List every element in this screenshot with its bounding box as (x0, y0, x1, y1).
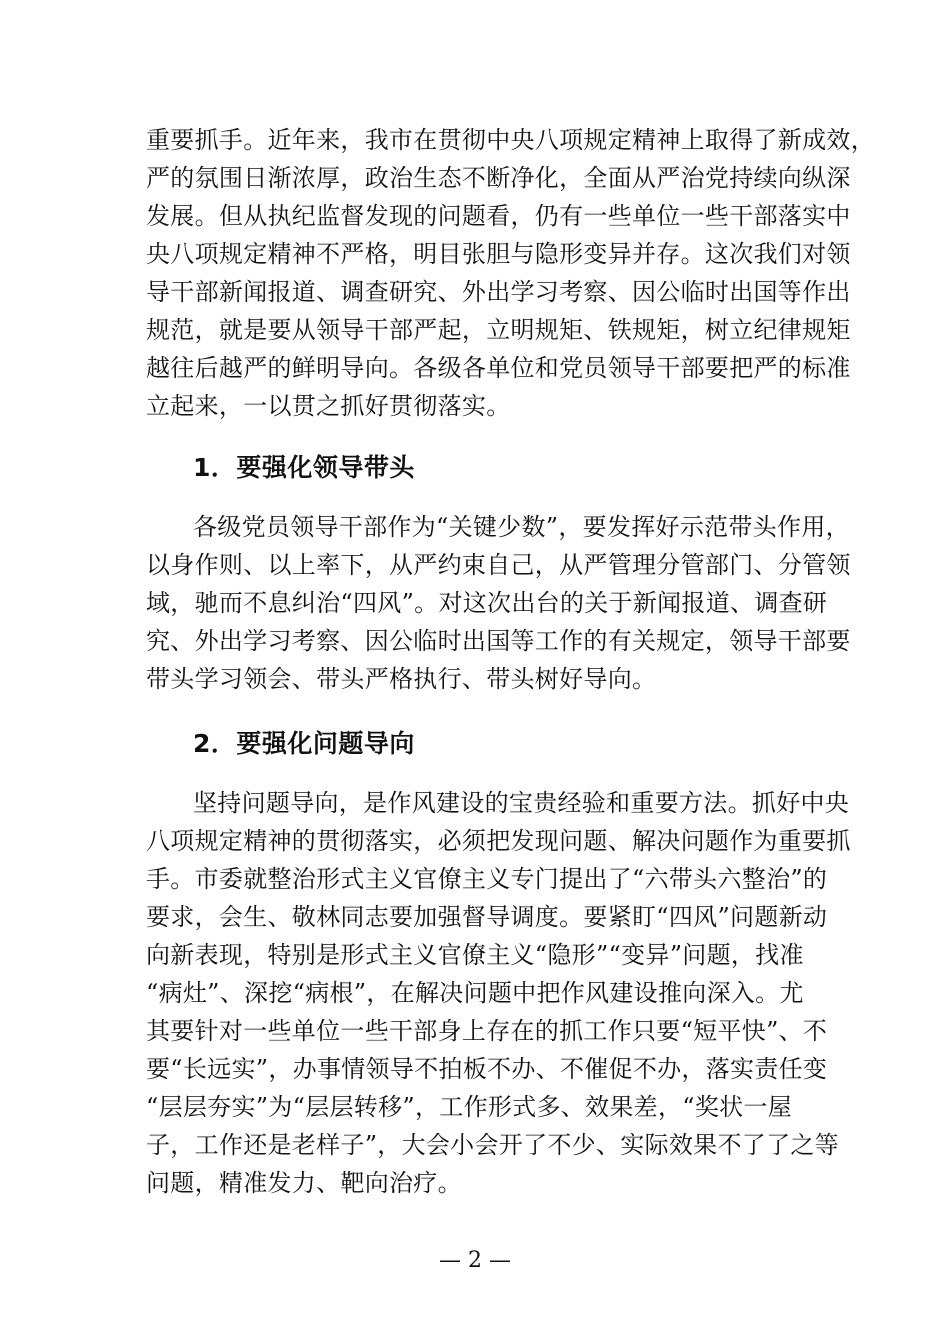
text-line: 严的氛围日渐浓厚，政治生态不断净化，全面从严治党持续向纵深 (146, 164, 851, 192)
text-line: “病灶”、深挖“病根”，在解决问题中把作风建设推向深入。尤 (146, 979, 804, 1007)
page-number: — 2 — (439, 1248, 511, 1273)
text-line: 发展。但从执纪监督发现的问题看，仍有一些单位一些干部落实中 (146, 202, 851, 230)
text-line: 手。市委就整治形式主义官僚主义专门提出了“六带头六整治”的 (146, 865, 828, 893)
text-line: 规范，就是要从领导干部严起，立明规矩、铁规矩，树立纪律规矩 (146, 316, 851, 344)
text-line: 坚持问题导向，是作风建设的宝贵经验和重要方法。抓好中央 (193, 789, 850, 817)
text-line: 各级党员领导干部作为“关键少数”，要发挥好示范带头作用， (193, 513, 850, 541)
section-heading-2: 2．要强化问题导向 (193, 729, 415, 758)
text-line: 重要抓手。近年来，我市在贯彻中央八项规定精神上取得了新成效， (146, 126, 875, 154)
text-line: 央八项规定精神不严格，明目张胆与隐形变异并存。这次我们对领 (146, 240, 851, 268)
text-line: 要求，会生、敬林同志要加强督导调度。要紧盯“四风”问题新动 (146, 903, 828, 931)
section-heading-1: 1．要强化领导带头 (193, 453, 415, 482)
text-line: 以身作则、以上率下，从严约束自己，从严管理分管部门、分管领 (146, 551, 851, 579)
text-line: 子，工作还是老样子”，大会小会开了不少、实际效果不了了之等 (146, 1131, 839, 1159)
text-line: 域，驰而不息纠治“四风”。对这次出台的关于新闻报道、调查研 (146, 589, 828, 617)
text-line: 究、外出学习考察、因公临时出国等工作的有关规定，领导干部要 (146, 627, 851, 655)
text-line: 问题，精准发力、靶向治疗。 (146, 1169, 462, 1197)
text-line: 八项规定精神的贯彻落实，必须把发现问题、解决问题作为重要抓 (146, 827, 851, 855)
text-line: 立起来，一以贯之抓好贯彻落实。 (146, 392, 511, 420)
text-line: 带头学习领会、带头严格执行、带头树好导向。 (146, 665, 657, 693)
text-line: 其要针对一些单位一些干部身上存在的抓工作只要“短平快”、不 (146, 1017, 828, 1045)
text-line: 越往后越严的鲜明导向。各级各单位和党员领导干部要把严的标准 (146, 354, 851, 382)
text-line: 要“长远实”，办事情领导不拍板不办、不催促不办，落实责任变 (146, 1055, 828, 1083)
text-line: 向新表现，特别是形式主义官僚主义“隐形”“变异”问题，找准 (146, 941, 804, 969)
text-line: “层层夯实”为“层层转移”，工作形式多、效果差，“奖状一屋 (146, 1093, 793, 1121)
text-line: 导干部新闻报道、调查研究、外出学习考察、因公临时出国等作出 (146, 278, 851, 306)
